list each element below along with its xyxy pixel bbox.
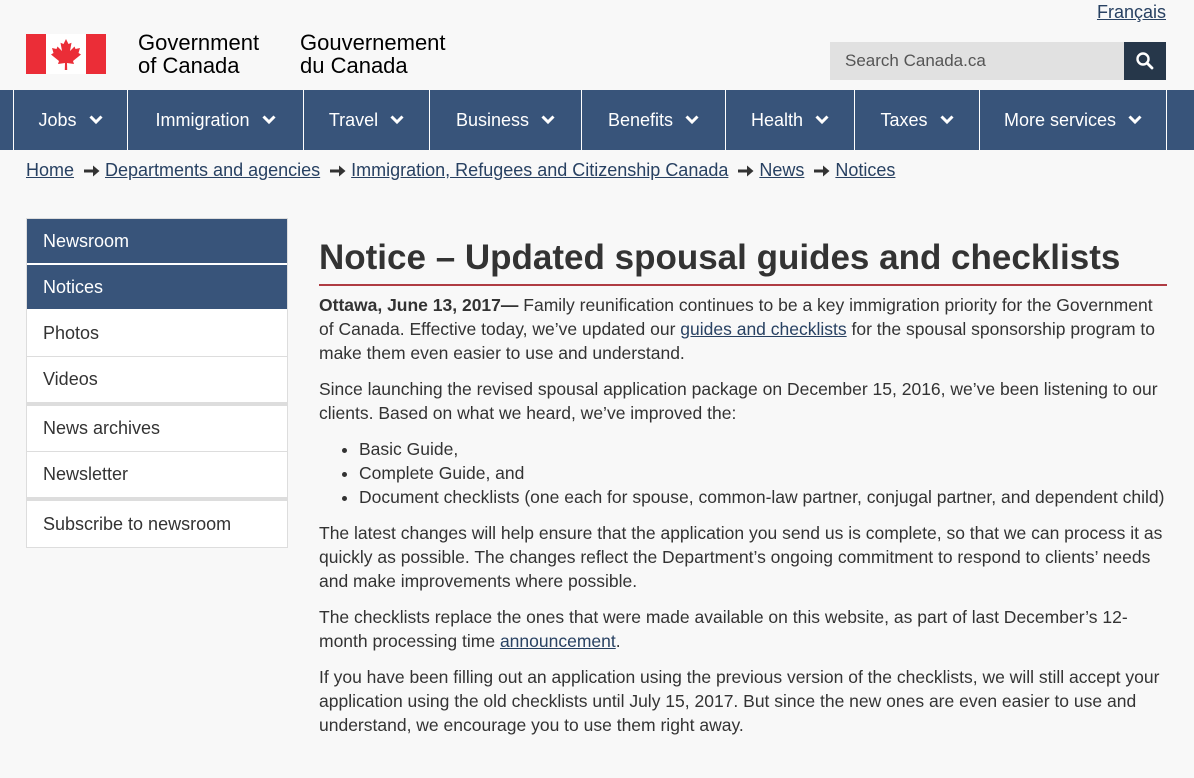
menu-item-health[interactable] bbox=[726, 90, 855, 150]
signature-english bbox=[138, 31, 259, 77]
sidenav-item-subscribe[interactable]: Subscribe to newsroom bbox=[43, 513, 232, 534]
paragraph-intro bbox=[319, 293, 1167, 365]
arrow-right-icon bbox=[737, 164, 755, 178]
main-menu bbox=[0, 90, 1194, 150]
menu-item-business[interactable] bbox=[430, 90, 582, 150]
sidenav-item-notices[interactable]: Notices bbox=[27, 265, 287, 311]
menu-item-immigration[interactable] bbox=[128, 90, 304, 150]
sidenav-item-news-archives[interactable]: News archives bbox=[27, 406, 287, 452]
dateline: Ottawa, June 13, 2017 bbox=[319, 295, 501, 315]
paragraph-latest-changes: The latest changes will help ensure that the application you send us is complete, so that we can process it as quickly as possible. The changes reflect the Department’s ongoing commitment to respond to clients’ needs and make improvements where possible. bbox=[319, 523, 1163, 591]
signature-fr-line1: Gouvernement bbox=[300, 30, 446, 55]
paragraph-previous-version: If you have been filling out an application using the previous version of the checklists, we will still accept your application using the old checklists until July 15, 2017. But since the new ones are even easier to use and understand, we encourage you to use them right away. bbox=[319, 667, 1160, 735]
signature-french bbox=[300, 31, 446, 77]
menu-label: Taxes bbox=[880, 109, 928, 130]
breadcrumb bbox=[26, 160, 895, 181]
breadcrumb-departments[interactable]: Departments and agencies bbox=[105, 160, 321, 180]
menu-label: Travel bbox=[328, 109, 379, 130]
section-menu bbox=[26, 218, 288, 548]
signature-en-line2: of Canada bbox=[138, 53, 240, 78]
arrow-right-icon bbox=[329, 164, 347, 178]
dateline-dash: — bbox=[500, 295, 524, 315]
sidenav-item-photos[interactable]: Photos bbox=[27, 311, 287, 357]
guides-checklists-link[interactable]: guides and checklists bbox=[680, 319, 847, 339]
sidenav-item-newsletter[interactable]: Newsletter bbox=[27, 452, 287, 498]
list-item: • Complete Guide, and bbox=[359, 461, 1167, 485]
search-button[interactable] bbox=[1124, 42, 1166, 80]
list-item: • Document checklists (one each for spouse, common-law partner, conjugal partner, and dependent child) bbox=[359, 485, 1167, 509]
intro-text: Family reunification continues to be a key immigration priority for the Government of Canada. Effective today, we’ve updated our bbox=[319, 295, 1153, 339]
period: . bbox=[615, 631, 621, 651]
signature-en-line1: Government bbox=[138, 30, 260, 55]
intro-text-cont: for the spousal sponsorship program to make them even easier to use and understand. bbox=[319, 319, 1156, 363]
menu-item-more-services[interactable] bbox=[980, 90, 1167, 150]
menu-label: Jobs bbox=[38, 109, 77, 130]
chevron-down-icon bbox=[940, 115, 954, 125]
menu-label: Benefits bbox=[607, 109, 674, 130]
breadcrumb-news[interactable]: News bbox=[759, 160, 805, 180]
list-item: • Basic Guide, bbox=[359, 437, 1167, 461]
arrow-right-icon bbox=[813, 164, 831, 178]
arrow-right-icon bbox=[83, 164, 101, 178]
chevron-down-icon bbox=[815, 115, 829, 125]
canada-flag-icon[interactable] bbox=[26, 34, 106, 74]
search-icon bbox=[1135, 51, 1155, 71]
menu-label: Health bbox=[750, 109, 804, 130]
site-header bbox=[0, 0, 1194, 90]
menu-item-taxes[interactable] bbox=[855, 90, 980, 150]
language-toggle-link[interactable]: Français bbox=[1096, 2, 1166, 22]
improvements-list bbox=[359, 437, 1167, 509]
chevron-down-icon bbox=[1128, 115, 1142, 125]
main-content bbox=[319, 236, 1167, 749]
chevron-down-icon bbox=[89, 115, 103, 125]
chevron-down-icon bbox=[262, 115, 276, 125]
sidenav-item-newsroom[interactable]: Newsroom bbox=[27, 219, 287, 265]
menu-label: More services bbox=[1003, 109, 1117, 130]
search-bar bbox=[830, 42, 1166, 80]
sidenav-item-videos[interactable]: Videos bbox=[27, 357, 287, 403]
chevron-down-icon bbox=[685, 115, 699, 125]
menu-label: Business bbox=[455, 109, 530, 130]
menu-item-jobs[interactable] bbox=[14, 90, 128, 150]
menu-item-travel[interactable] bbox=[304, 90, 430, 150]
search-input[interactable] bbox=[830, 42, 1124, 80]
page-title: Notice – Updated spousal guides and checklists bbox=[319, 236, 1167, 286]
chevron-down-icon bbox=[541, 115, 555, 125]
checklists-text: The checklists replace the ones that were made available on this website, as part of last December’s 12-month processing time bbox=[319, 607, 1128, 651]
breadcrumb-ircc[interactable]: Immigration, Refugees and Citizenship Canada bbox=[351, 160, 729, 180]
menu-label: Immigration bbox=[155, 109, 250, 130]
announcement-link[interactable]: announcement bbox=[499, 631, 616, 651]
paragraph-since-launch: Since launching the revised spousal application package on December 15, 2016, we’ve been listening to our clients. Based on what we heard, we’ve improved the: bbox=[319, 379, 1158, 423]
menu-item-benefits[interactable] bbox=[582, 90, 726, 150]
breadcrumb-home[interactable]: Home bbox=[26, 160, 75, 180]
paragraph-checklists-replace bbox=[319, 605, 1167, 653]
breadcrumb-notices[interactable]: Notices bbox=[835, 160, 896, 180]
signature-fr-line2: du Canada bbox=[300, 53, 408, 78]
chevron-down-icon bbox=[390, 115, 404, 125]
